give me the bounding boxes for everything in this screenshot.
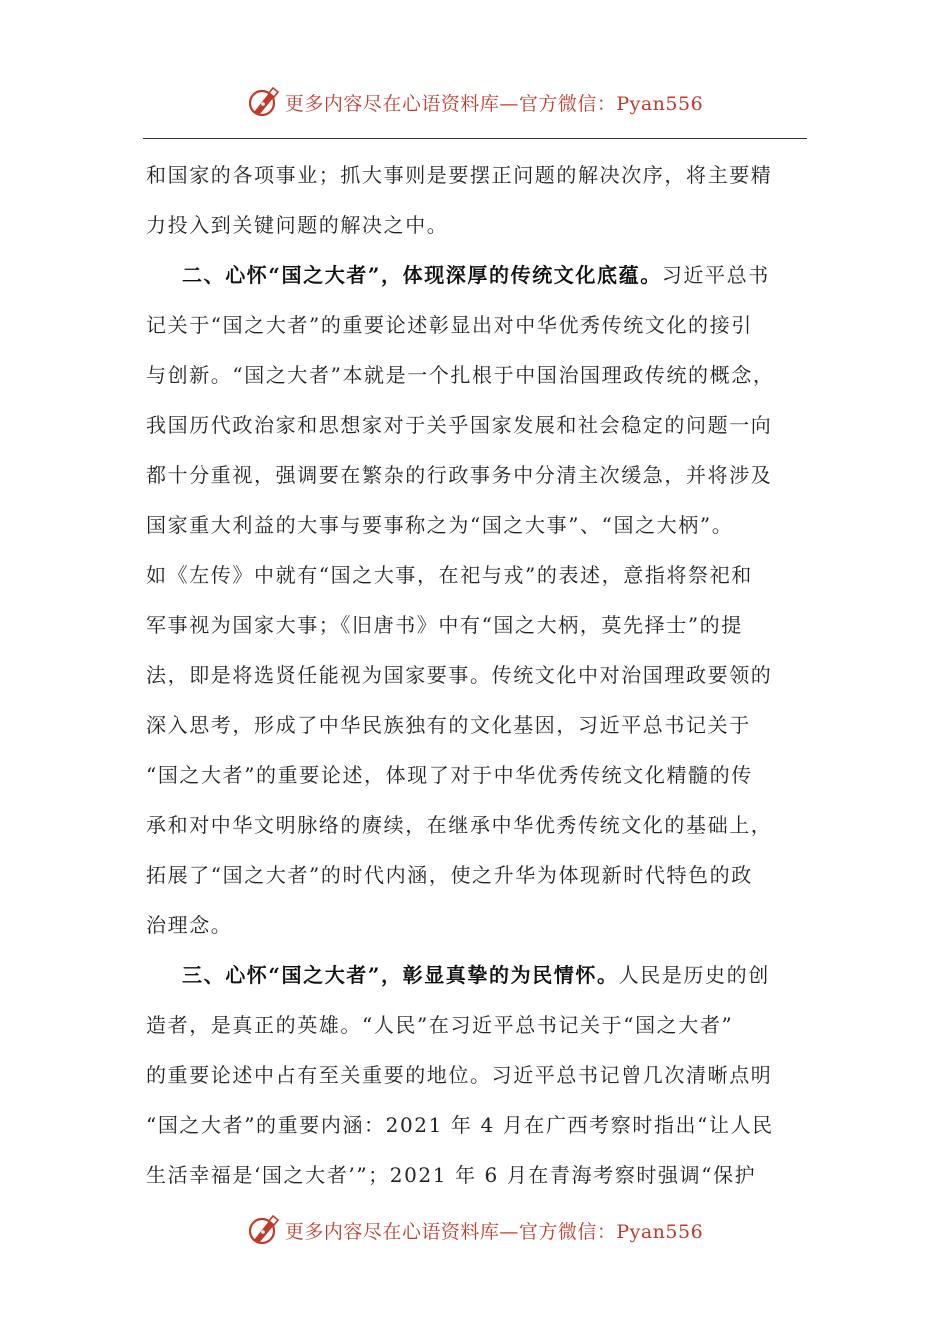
text-line: 的重要论述中占有至关重要的地位。习近平总书记曾几次清晰点明 (146, 1063, 773, 1087)
text-line: 与创新。“国之大者”本就是一个扎根于中国治国理政传统的概念， (146, 363, 775, 387)
text-line: 如《左传》中就有“国之大事，在祀与戎”的表述，意指将祭祀和 (146, 563, 753, 587)
pen-nib-circle-logo-icon (247, 1213, 281, 1247)
header-banner (0, 82, 950, 122)
footer-banner (0, 1210, 950, 1250)
text-line: 深入思考，形成了中华民族独有的文化基因，习近平总书记关于 (146, 713, 751, 737)
header-banner-text: 更多内容尽在心语资料库—官方微信：Pyan556 (284, 92, 704, 115)
text-line: 法，即是将选贤任能视为国家要事。传统文化中对治国理政要领的 (146, 663, 773, 687)
text-line: 生活幸福是‘国之大者’”；2021 年 6 月在青海考察时强调“保护 (146, 1163, 757, 1187)
text-line: 国家重大利益的大事与要事称之为“国之大事”、“国之大柄”。 (146, 513, 734, 537)
text-line: “国之大者”的重要内涵：2021 年 4 月在广西考察时指出“让人民 (146, 1113, 774, 1137)
footer-banner-text: 更多内容尽在心语资料库—官方微信：Pyan556 (284, 1220, 704, 1243)
document-body (146, 150, 808, 1200)
text-line: 都十分重视，强调要在繁杂的行政事务中分清主次缓急，并将涉及 (146, 463, 773, 487)
header-divider (143, 138, 807, 139)
text-line: 记关于“国之大者”的重要论述彰显出对中华优秀传统文化的接引 (146, 313, 753, 337)
section-heading: 二、心怀“国之大者”，体现深厚的传统文化底蕴。 (182, 263, 662, 287)
text-line: “国之大者”的重要论述，体现了对于中华优秀传统文化精髓的传 (146, 763, 753, 787)
text-line: 治理念。 (146, 913, 233, 937)
text-line: 我国历代政治家和思想家对于关乎国家发展和社会稳定的问题一向 (146, 413, 773, 437)
text-line: 造者，是真正的英雄。“人民”在习近平总书记关于“国之大者” (146, 1013, 734, 1037)
text-line: 承和对中华文明脉络的赓续，在继承中华优秀传统文化的基础上， (146, 813, 773, 837)
text-line: 力投入到关键问题的解决之中。 (146, 213, 449, 237)
section-heading-line: 三、心怀“国之大者”，彰显真挚的为民情怀。人民是历史的创 (182, 963, 770, 987)
section-heading-line: 二、心怀“国之大者”，体现深厚的传统文化底蕴。习近平总书 (182, 263, 770, 287)
text-line: 拓展了“国之大者”的时代内涵，使之升华为体现新时代特色的政 (146, 863, 753, 887)
section-heading: 三、心怀“国之大者”，彰显真挚的为民情怀。 (182, 963, 619, 987)
pen-nib-circle-logo-icon (247, 85, 281, 119)
text-line: 和国家的各项事业；抓大事则是要摆正问题的解决次序，将主要精 (146, 163, 773, 187)
text-line: 军事视为国家大事；《旧唐书》中有“国之大柄，莫先择士”的提 (146, 613, 743, 637)
